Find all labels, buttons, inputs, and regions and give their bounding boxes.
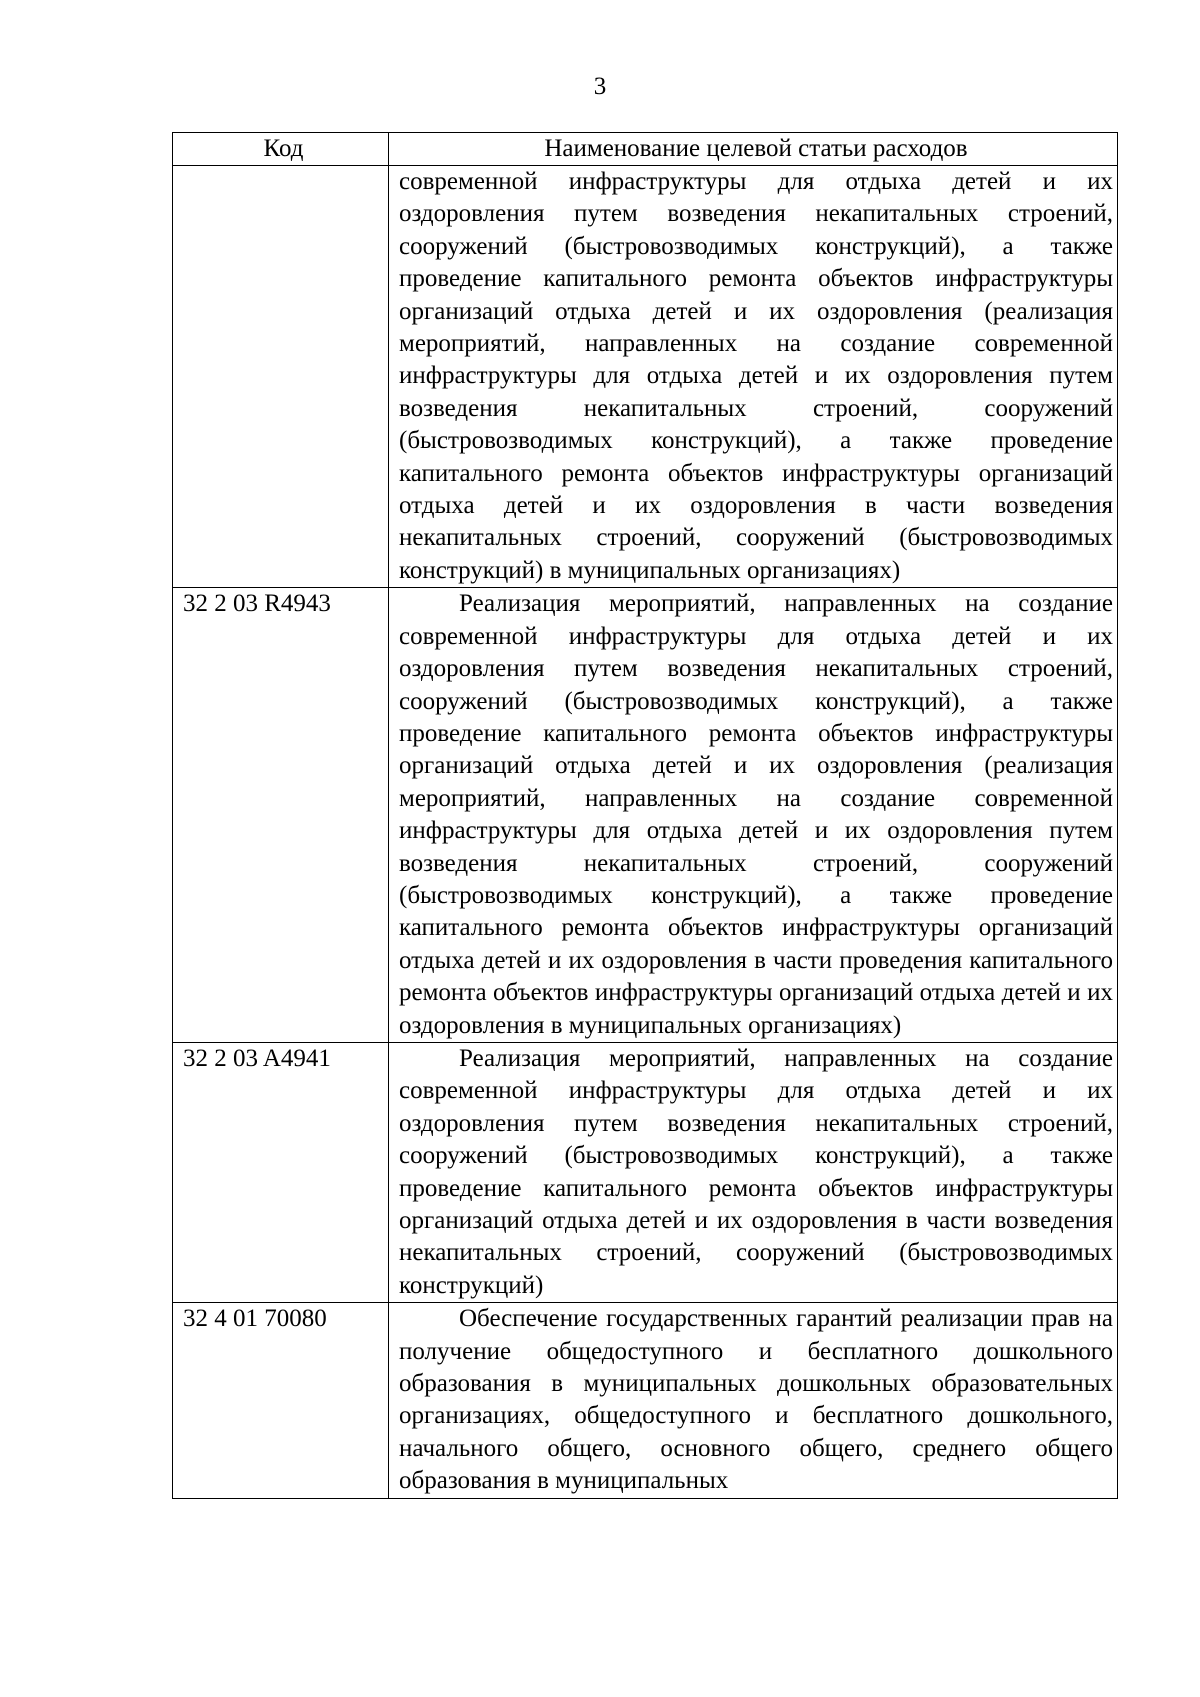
table-row <box>173 1303 1118 1498</box>
row-name: современной инфраструктуры для отдыха детей и их оздоровления путем возведения некапитальных строений, сооружений (быстровозводимых конструкций), а также проведение капитального ремонта объектов инфраструктуры организаций отдыха детей и их оздоровления (реализация мероприятий, направленных на создание современной инфраструктуры для отдыха детей и их оздоровления путем возведения некапитальных строений, сооружений (быстровозводимых конструкций), а также проведение капитального ремонта объектов инфраструктуры организаций отдыха детей и их оздоровления в части возведения некапитальных строений, сооружений (быстровозводимых конструкций) в муниципальных организациях) <box>389 166 1118 588</box>
table-header-row <box>173 133 1118 166</box>
table-row <box>173 1042 1118 1302</box>
row-code <box>173 166 389 588</box>
header-name: Наименование целевой статьи расходов <box>389 133 1118 166</box>
budget-classification-table <box>172 132 1118 1499</box>
row-name: Реализация мероприятий, направленных на создание современной инфраструктуры для отдыха детей и их оздоровления путем возведения некапитальных строений, сооружений (быстровозводимых конструкций), а также проведение капитального ремонта объектов инфраструктуры организаций отдыха детей и их оздоровления в части возведения некапитальных строений, сооружений (быстровозводимых конструкций) <box>389 1042 1118 1302</box>
row-code: 32 4 01 70080 <box>173 1303 389 1498</box>
row-code: 32 2 03 R4943 <box>173 588 389 1043</box>
row-code: 32 2 03 A4941 <box>173 1042 389 1302</box>
row-name: Реализация мероприятий, направленных на создание современной инфраструктуры для отдыха детей и их оздоровления путем возведения некапитальных строений, сооружений (быстровозводимых конструкций), а также проведение капитального ремонта объектов инфраструктуры организаций отдыха детей и их оздоровления (реализация мероприятий, направленных на создание современной инфраструктуры для отдыха детей и их оздоровления путем возведения некапитальных строений, сооружений (быстровозводимых конструкций), а также проведение капитального ремонта объектов инфраструктуры организаций отдыха детей и их оздоровления в части проведения капитального ремонта объектов инфраструктуры организаций отдыха детей и их оздоровления в муниципальных организациях) <box>389 588 1118 1043</box>
header-code: Код <box>173 133 389 166</box>
table-row <box>173 588 1118 1043</box>
page-number: 3 <box>593 73 607 100</box>
table-row <box>173 166 1118 588</box>
row-name: Обеспечение государственных гарантий реализации прав на получение общедоступного и бесплатного дошкольного образования в муниципальных дошкольных образовательных организациях, общедоступного и бесплатного дошкольного, начального общего, основного общего, среднего общего образования в муниципальных <box>389 1303 1118 1498</box>
